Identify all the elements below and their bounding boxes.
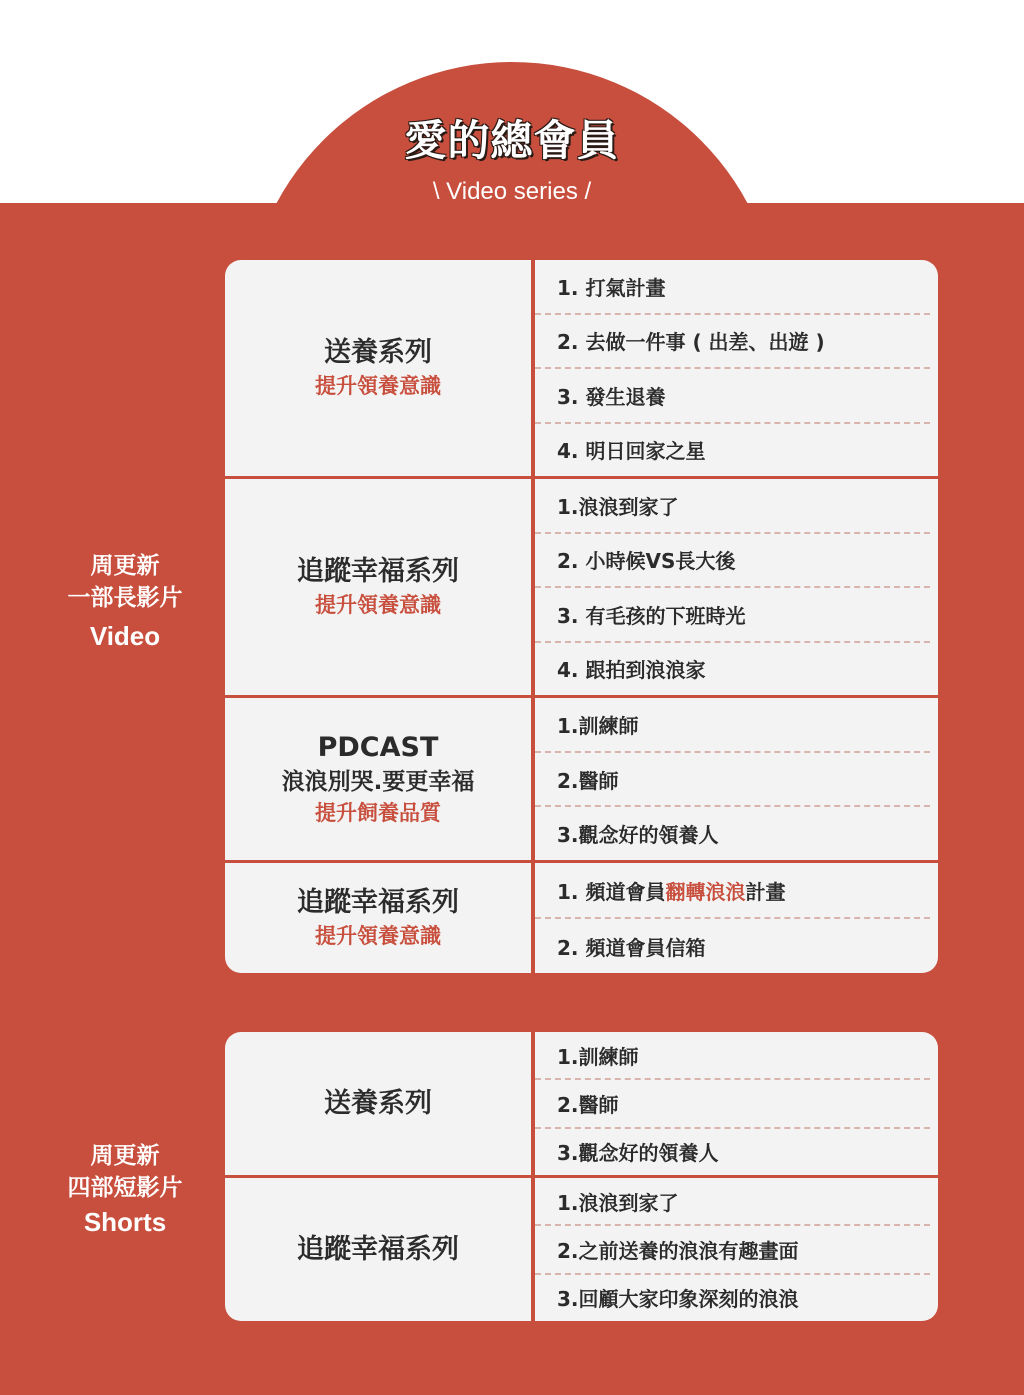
side-label-line: 周更新 [90,553,160,579]
list-item: 2. 去做一件事 ( 出差、出遊 ) [535,315,930,370]
row-title: 追蹤幸福系列 [297,1233,459,1265]
list-item: 3. 有毛孩的下班時光 [535,588,930,643]
side-label-line: 一部長影片 [67,585,183,611]
list-item: 2.之前送養的浪浪有趣畫面 [535,1226,930,1274]
list-item: 2.醫師 [535,1080,930,1128]
list-item: 1.浪浪到家了 [535,1178,930,1226]
video-row [225,260,938,476]
series-subtitle: \ Video series / [432,178,592,205]
item-list [535,698,938,860]
video-row [225,698,938,860]
video-side-label [40,550,210,652]
list-item: 2. 小時候VS長大後 [535,534,930,589]
list-item: 2. 頻道會員信箱 [557,935,706,960]
item-list [535,479,938,695]
row-heading [225,260,531,476]
list-item: 2.醫師 [535,753,930,808]
row-title: 送養系列 [324,337,432,368]
video-card [225,260,938,973]
item-list [535,1032,938,1175]
side-label-en: Shorts [83,1207,167,1237]
side-label-line: 四部短影片 [67,1175,183,1201]
video-row [225,863,938,973]
row-heading [225,698,531,860]
item-prefix: 1. 頻道會員 [557,879,666,904]
row-heading [225,1178,531,1321]
row-title: PDCAST [317,732,439,763]
side-label-en: Video [89,621,161,651]
row-subtitle: 提升飼養品質 [315,801,441,825]
row-subtitle: 提升領養意識 [315,374,441,398]
row-title: 送養系列 [324,1087,432,1119]
list-item: 3.觀念好的領養人 [557,1141,719,1166]
list-item: 3.回顧大家印象深刻的浪浪 [557,1287,799,1312]
list-item: 4. 明日回家之星 [557,439,706,464]
row-title: 追蹤幸福系列 [297,556,459,587]
item-list [535,260,938,476]
item-suffix: 計畫 [745,879,786,904]
video-row [225,479,938,695]
list-item: 4. 跟拍到浪浪家 [557,658,706,683]
row-title: 追蹤幸福系列 [297,887,459,918]
row-subtitle: 提升領養意識 [315,593,441,617]
list-item: 3. 發生退養 [535,369,930,424]
shorts-row [225,1032,938,1175]
row-heading [225,479,531,695]
list-item: 1.浪浪到家了 [535,479,930,534]
logo: 愛的總會員 [404,116,620,165]
item-list [535,863,938,973]
shorts-row [225,1178,938,1321]
list-item: 1.訓練師 [535,698,930,753]
row-mid-title: 浪浪別哭.要更幸福 [281,769,475,795]
list-item: 1. 打氣計畫 [535,260,930,315]
item-list [535,1178,938,1321]
shorts-card [225,1032,938,1321]
list-item: 3.觀念好的領養人 [557,823,719,848]
row-heading [225,863,531,973]
list-item: 1.訓練師 [535,1032,930,1080]
item-highlight: 翻轉浪浪 [665,879,746,904]
list-item [535,863,930,919]
row-subtitle: 提升領養意識 [315,924,441,948]
shorts-side-label [40,1140,210,1238]
row-heading [225,1032,531,1175]
side-label-line: 周更新 [90,1143,160,1169]
